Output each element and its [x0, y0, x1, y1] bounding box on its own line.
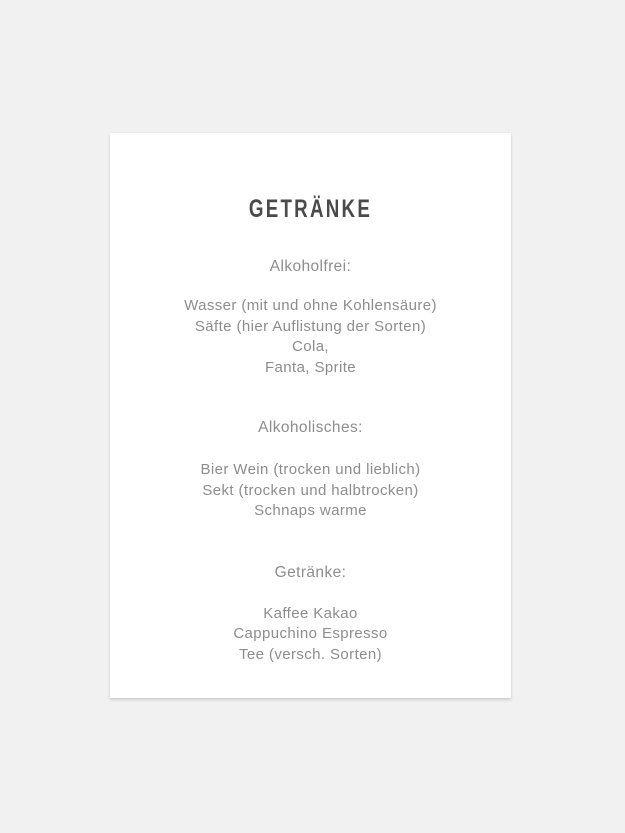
menu-item: Cappuchino Espresso: [233, 625, 388, 642]
section-items-alkoholisches: [110, 460, 511, 522]
section-alkoholisches: [110, 418, 511, 522]
menu-card: [110, 133, 511, 698]
section-items-getraenke: [110, 604, 511, 666]
section-heading-alkoholisches: Alkoholisches:: [258, 419, 363, 436]
menu-item: Schnaps warme: [254, 502, 367, 519]
section-heading-getraenke: Getränke:: [274, 563, 347, 581]
menu-item: Wasser (mit und ohne Kohlensäure): [184, 297, 437, 314]
menu-item: Cola,: [291, 338, 330, 355]
menu-item: Fanta, Sprite: [264, 358, 357, 376]
menu-item: Sekt (trocken und halbtrocken): [202, 481, 419, 499]
menu-item: Bier Wein (trocken und lieblich): [200, 461, 421, 478]
section-alkoholfrei: [110, 257, 511, 378]
menu-title: GETRÄNKE: [248, 195, 373, 223]
section-getraenke: [110, 563, 511, 666]
section-items-alkoholfrei: [110, 296, 511, 378]
menu-item: Säfte (hier Auflistung der Sorten): [194, 317, 427, 335]
menu-item: Kaffee Kakao: [263, 604, 358, 622]
menu-item: Tee (versch. Sorten): [238, 645, 383, 663]
section-heading-alkoholfrei: Alkoholfrei:: [269, 258, 352, 275]
